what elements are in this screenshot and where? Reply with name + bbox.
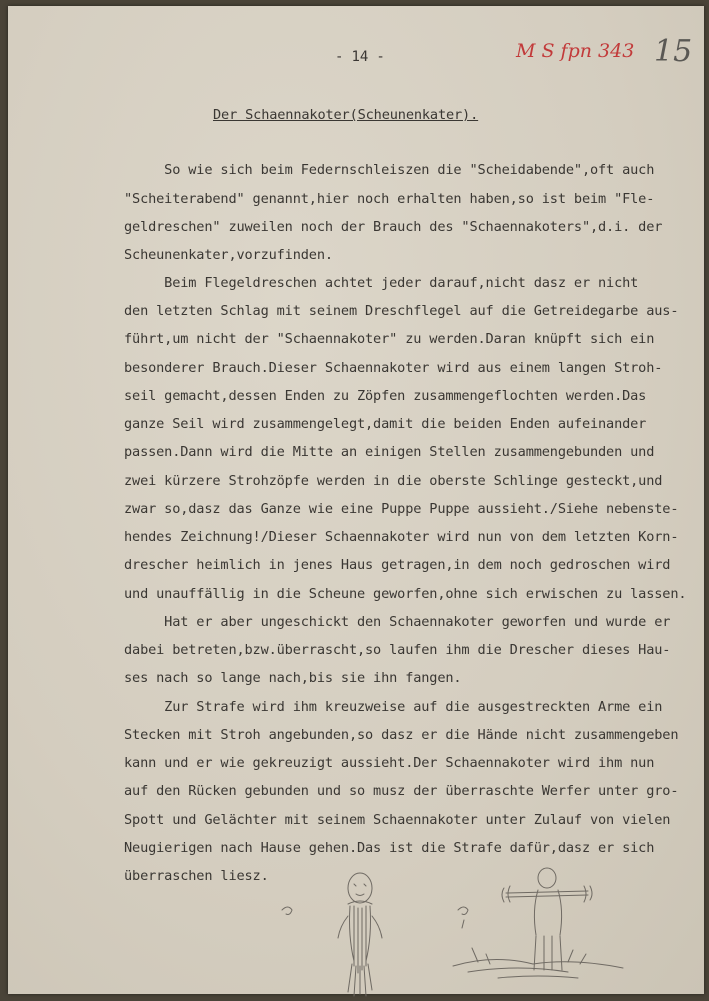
text-line: Neugierigen nach Hause gehen.Das ist die Strafe dafür,dasz er sich <box>124 840 655 856</box>
text-line: seil gemacht,dessen Enden zu Zöpfen zusammengeflochten werden.Das <box>124 388 647 404</box>
text-line: passen.Dann wird die Mitte an einigen Stellen zusammengebunden und <box>124 444 655 460</box>
text-line: Hat er aber ungeschickt den Schaennakoter geworfen und wurde er <box>124 614 671 630</box>
text-line: auf den Rücken gebunden und so musz der überraschte Werfer unter gro- <box>124 783 679 799</box>
text-line: ganze Seil wird zusammengelegt,damit die beiden Enden aufeinander <box>124 416 647 432</box>
pencil-sketch-figures <box>268 866 708 1001</box>
text-line: überraschen liesz. <box>124 868 269 884</box>
folio-number: 15 <box>654 34 693 69</box>
text-line: führt,um nicht der "Schaennakoter" zu werden.Daran knüpft sich ein <box>124 331 655 347</box>
text-line: und unauffällig in die Scheune geworfen,ohne sich erwischen zu lassen. <box>124 586 687 602</box>
text-line: besonderer Brauch.Dieser Schaennakoter wird aus einem langen Stroh- <box>124 360 663 376</box>
text-line: kann und er wie gekreuzigt aussieht.Der Schaennakoter wird ihm nun <box>124 755 655 771</box>
text-line: den letzten Schlag mit seinem Dreschflegel auf die Getreidegarbe aus- <box>124 303 679 319</box>
text-line: zwei kürzere Strohzöpfe werden in die oberste Schlinge gesteckt,und <box>124 473 663 489</box>
document-title: Der Schaennakoter(Scheunenkater). <box>213 107 479 123</box>
text-line: dabei betreten,bzw.überrascht,so laufen ihm die Drescher dieses Hau- <box>124 642 671 658</box>
page-number: - 14 - <box>335 49 385 65</box>
text-line: Spott und Gelächter mit seinem Schaennakoter unter Zulauf von vielen <box>124 812 671 828</box>
text-line: Scheunenkater,vorzufinden. <box>124 247 333 263</box>
text-line: ses nach so lange nach,bis sie ihn fangen. <box>124 670 462 686</box>
straw-doll-sketch <box>282 873 382 996</box>
punished-thresher-sketch <box>453 868 623 978</box>
text-line: hendes Zeichnung!/Dieser Schaennakoter wird nun von dem letzten Korn- <box>124 529 679 545</box>
text-line: Stecken mit Stroh angebunden,so dasz er die Hände nicht zusammengeben <box>124 727 679 743</box>
text-line: Zur Strafe wird ihm kreuzweise auf die ausgestreckten Arme ein <box>124 699 663 715</box>
text-line: "Scheiterabend" genannt,hier noch erhalten haben,so ist beim "Fle- <box>124 191 655 207</box>
text-line: zwar so,dasz das Ganze wie eine Puppe Puppe aussieht./Siehe nebenste- <box>124 501 679 517</box>
archive-mark: M S fpn 343 <box>516 40 635 62</box>
text-line: drescher heimlich in jenes Haus getragen,in dem noch gedroschen wird <box>124 557 671 573</box>
text-line: geldreschen" zuweilen noch der Brauch des "Schaennakoters",d.i. der <box>124 219 663 235</box>
document-page <box>8 6 704 994</box>
text-line: So wie sich beim Federnschleiszen die "Scheidabende",oft auch <box>124 162 655 178</box>
text-line: Beim Flegeldreschen achtet jeder darauf,nicht dasz er nicht <box>124 275 639 291</box>
